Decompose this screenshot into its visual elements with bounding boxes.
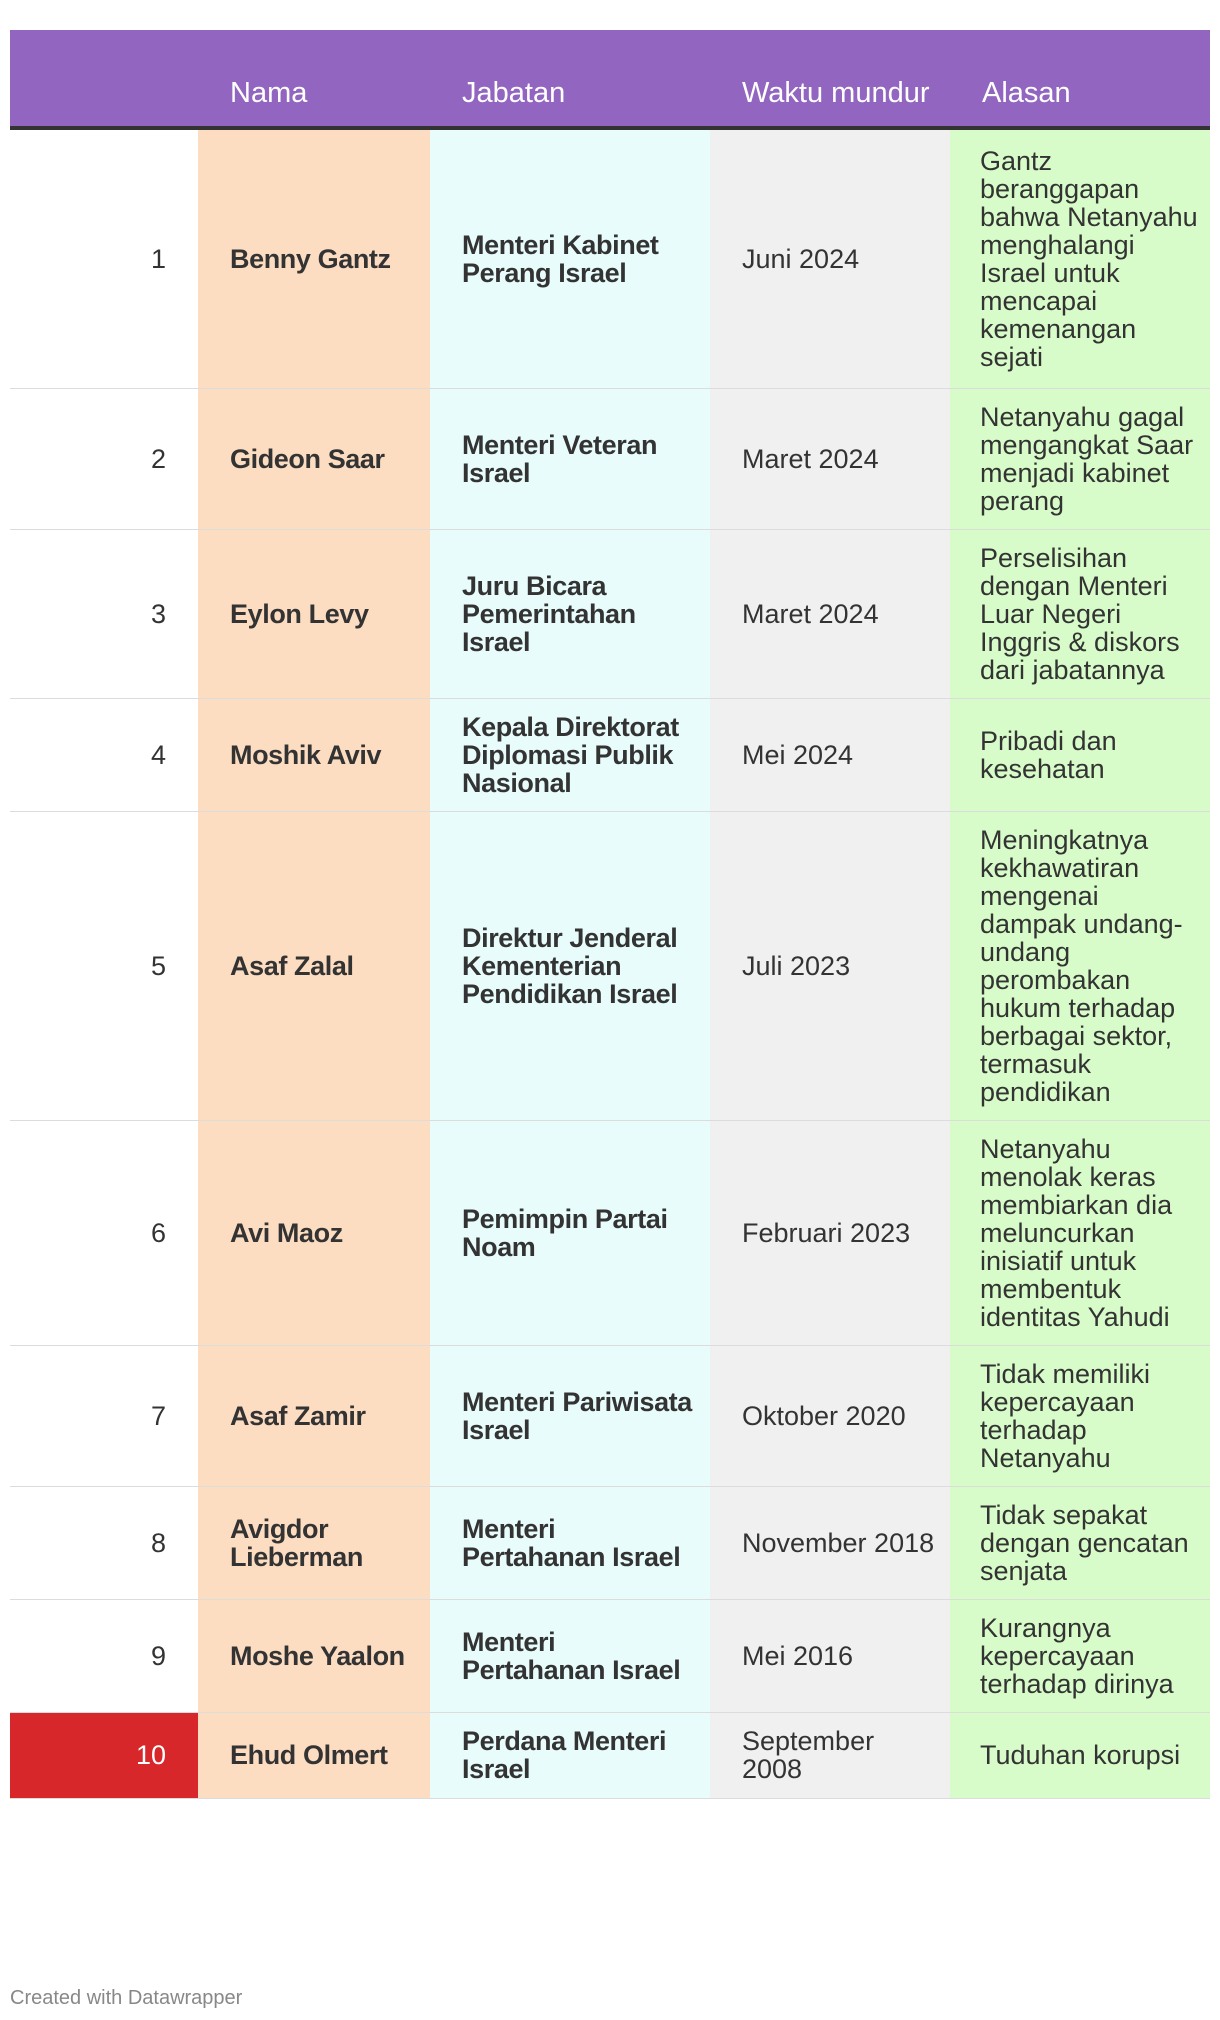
footer-credit: Created with Datawrapper	[10, 1987, 243, 2009]
cell-jabatan: Juru Bicara Pemerintahan Israel	[430, 529, 710, 698]
table-row	[10, 1486, 1210, 1599]
header-alasan[interactable]: Alasan	[950, 30, 1210, 128]
table-row	[10, 388, 1210, 529]
table-row	[10, 1345, 1210, 1486]
cell-alasan: Tuduhan korupsi	[950, 1712, 1210, 1798]
cell-waktu: Juni 2024	[710, 128, 950, 388]
cell-jabatan: Menteri Pertahanan Israel	[430, 1486, 710, 1599]
cell-alasan: Tidak sepakat dengan gencatan senjata	[950, 1486, 1210, 1599]
table-row	[10, 1120, 1210, 1345]
row-number: 6	[10, 1120, 198, 1345]
cell-waktu: September 2008	[710, 1712, 950, 1798]
cell-alasan: Tidak memiliki kepercayaan terhadap Netanyahu	[950, 1345, 1210, 1486]
cell-nama: Moshik Aviv	[198, 698, 430, 811]
table-row	[10, 1599, 1210, 1712]
cell-waktu: Maret 2024	[710, 388, 950, 529]
row-number: 5	[10, 811, 198, 1120]
cell-alasan: Meningkatnya kekhawatiran mengenai dampak undang-undang perombakan hukum terhadap berbagai sektor, termasuk pendidikan	[950, 811, 1210, 1120]
cell-waktu: Februari 2023	[710, 1120, 950, 1345]
cell-nama: Asaf Zalal	[198, 811, 430, 1120]
cell-waktu: Maret 2024	[710, 529, 950, 698]
row-number: 8	[10, 1486, 198, 1599]
row-number: 1	[10, 128, 198, 388]
row-number: 7	[10, 1345, 198, 1486]
cell-nama: Avi Maoz	[198, 1120, 430, 1345]
table-body	[10, 128, 1210, 1798]
cell-alasan: Perselisihan dengan Menteri Luar Negeri Inggris & diskors dari jabatannya	[950, 529, 1210, 698]
row-number: 10	[10, 1712, 198, 1798]
cell-waktu: November 2018	[710, 1486, 950, 1599]
row-number: 9	[10, 1599, 198, 1712]
table-row	[10, 529, 1210, 698]
cell-alasan: Gantz beranggapan bahwa Netanyahu menghalangi Israel untuk mencapai kemenangan sejati	[950, 128, 1210, 388]
table-row	[10, 1712, 1210, 1798]
cell-alasan: Kurangnya kepercayaan terhadap dirinya	[950, 1599, 1210, 1712]
row-number: 3	[10, 529, 198, 698]
cell-alasan: Netanyahu gagal mengangkat Saar menjadi kabinet perang	[950, 388, 1210, 529]
cell-waktu: Mei 2016	[710, 1599, 950, 1712]
header-jabatan[interactable]: Jabatan	[430, 30, 710, 128]
cell-jabatan: Pemimpin Partai Noam	[430, 1120, 710, 1345]
cell-nama: Asaf Zamir	[198, 1345, 430, 1486]
table-container	[10, 30, 1210, 1799]
cell-nama: Gideon Saar	[198, 388, 430, 529]
cell-nama: Moshe Yaalon	[198, 1599, 430, 1712]
cell-waktu: Mei 2024	[710, 698, 950, 811]
resignations-table	[10, 30, 1210, 1799]
cell-jabatan: Menteri Kabinet Perang Israel	[430, 128, 710, 388]
header-number[interactable]	[10, 30, 198, 128]
cell-jabatan: Direktur Jenderal Kementerian Pendidikan Israel	[430, 811, 710, 1120]
cell-waktu: Juli 2023	[710, 811, 950, 1120]
cell-nama: Benny Gantz	[198, 128, 430, 388]
header-nama[interactable]: Nama	[198, 30, 430, 128]
cell-nama: Eylon Levy	[198, 529, 430, 698]
cell-alasan: Pribadi dan kesehatan	[950, 698, 1210, 811]
cell-alasan: Netanyahu menolak keras membiarkan dia meluncurkan inisiatif untuk membentuk identitas Yahudi	[950, 1120, 1210, 1345]
cell-jabatan: Menteri Pariwisata Israel	[430, 1345, 710, 1486]
cell-jabatan: Kepala Direktorat Diplomasi Publik Nasional	[430, 698, 710, 811]
table-row	[10, 698, 1210, 811]
cell-jabatan: Menteri Pertahanan Israel	[430, 1599, 710, 1712]
cell-jabatan: Perdana Menteri Israel	[430, 1712, 710, 1798]
row-number: 2	[10, 388, 198, 529]
table-row	[10, 811, 1210, 1120]
cell-jabatan: Menteri Veteran Israel	[430, 388, 710, 529]
row-number: 4	[10, 698, 198, 811]
header-waktu-mundur[interactable]: Waktu mundur	[710, 30, 950, 128]
cell-nama: Avigdor Lieberman	[198, 1486, 430, 1599]
table-header-row	[10, 30, 1210, 128]
table-row	[10, 128, 1210, 388]
cell-nama: Ehud Olmert	[198, 1712, 430, 1798]
cell-waktu: Oktober 2020	[710, 1345, 950, 1486]
